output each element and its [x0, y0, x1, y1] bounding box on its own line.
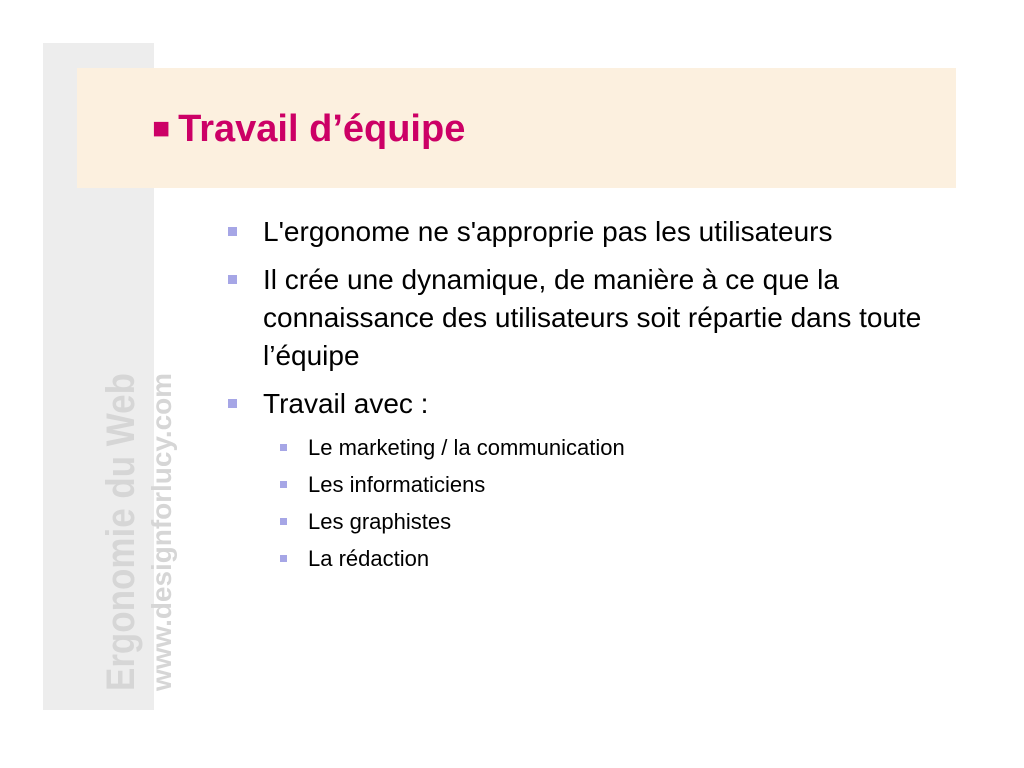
sub-bullet-item: [226, 503, 956, 540]
bullet-square-icon: [228, 275, 237, 284]
slide-body: [226, 213, 956, 577]
sub-bullet-text: La rédaction: [308, 546, 430, 571]
sub-bullet-square-icon: [280, 518, 287, 525]
slide-title: [152, 104, 465, 154]
bullet-text: Travail avec :: [263, 388, 429, 419]
sub-bullet-item: [226, 540, 956, 577]
bullet-item: [226, 213, 956, 251]
sub-bullet-square-icon: [280, 444, 287, 451]
slide-title-text: Travail d’équipe: [178, 108, 466, 150]
bullet-text: L'ergonome ne s'approprie pas les utilisateurs: [263, 216, 833, 247]
watermark-line1: Ergonomie du Web: [99, 327, 143, 691]
watermark-line2: www.designforlucy.com: [146, 372, 177, 691]
bullet-square-icon: [228, 399, 237, 408]
sub-bullet-text: Les graphistes: [308, 509, 452, 534]
title-square-icon: ■: [152, 112, 171, 145]
sub-bullet-item: [226, 466, 956, 503]
bullet-item: [226, 261, 956, 375]
bullet-text: Il crée une dynamique, de manière à ce que la connaissance des utilisateurs soit répartie dans toute l’équipe: [263, 264, 922, 371]
sub-bullet-item: [226, 429, 956, 466]
bullet-item: [226, 385, 956, 423]
sub-bullet-list: [226, 429, 956, 577]
sub-bullet-square-icon: [280, 555, 287, 562]
sub-bullet-square-icon: [280, 481, 287, 488]
sub-bullet-text: Les informaticiens: [308, 472, 486, 497]
bullet-square-icon: [228, 227, 237, 236]
sub-bullet-text: Le marketing / la communication: [308, 435, 625, 460]
